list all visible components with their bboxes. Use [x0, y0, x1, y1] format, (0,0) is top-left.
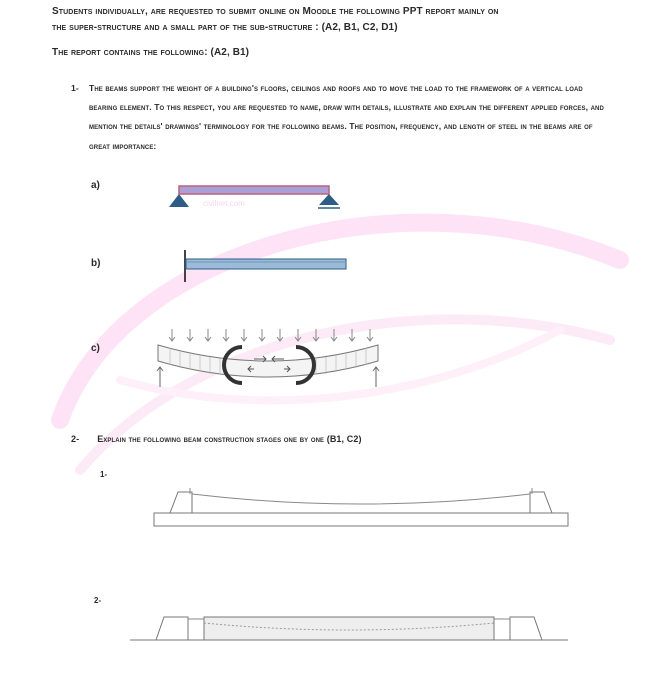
stage-2-label: 2- — [94, 596, 102, 605]
stage-1-ground — [154, 513, 568, 526]
question-1-number: 1- — [71, 83, 79, 93]
item-b-label: b) — [91, 258, 101, 269]
distributed-load-arrows — [169, 329, 373, 341]
item-c-label: c) — [91, 343, 100, 354]
assignment-header — [52, 4, 612, 36]
question-2 — [71, 432, 362, 446]
question-2-number: 2- — [71, 434, 80, 444]
cantilever-beam-figure — [180, 248, 355, 284]
pin-support — [169, 194, 189, 207]
watermark-text: civilnet.com — [203, 199, 245, 208]
stage-1-figure — [148, 480, 573, 530]
deflected-beam — [158, 345, 378, 377]
stage-2-right-support — [510, 617, 542, 640]
stage-1-label: 1- — [100, 470, 108, 479]
bending-beam-figure — [150, 325, 390, 397]
roller-support — [319, 194, 339, 205]
stage-1-left-support — [170, 492, 192, 513]
stage-1-cable — [192, 494, 530, 504]
stage-1-right-support — [530, 492, 552, 513]
stage-2-left-support — [156, 617, 188, 640]
item-a-label: a) — [91, 180, 100, 191]
header-line-1: Students individually, are requested to submit online on Moodle the following PPT report mainly on — [52, 6, 499, 17]
stage-2-concrete-beam — [204, 617, 494, 640]
simply-supported-beam-figure — [165, 183, 345, 215]
report-contains-line: The report contains the following: (A2, B1) — [52, 47, 250, 58]
beam-a — [179, 186, 329, 194]
stage-2-figure — [128, 605, 573, 650]
question-1-text: The beams support the weight of a building's floors, ceilings and roofs and to move the load to the framework of a vertical load bearing element. To this respect, you are requested to name, draw with details, illustrate and explain the different applied forces, and mention the details' drawings' terminology for the following beams. The position, frequency, and length of steel in the beams are of great importance: — [89, 83, 604, 151]
question-2-text: Explain the following beam construction stages one by one (B1, C2) — [97, 434, 362, 444]
beam-b — [186, 259, 346, 269]
header-line-2: the super-structure and a small part of the sub-structure : (A2, B1, C2, D1) — [52, 22, 398, 33]
